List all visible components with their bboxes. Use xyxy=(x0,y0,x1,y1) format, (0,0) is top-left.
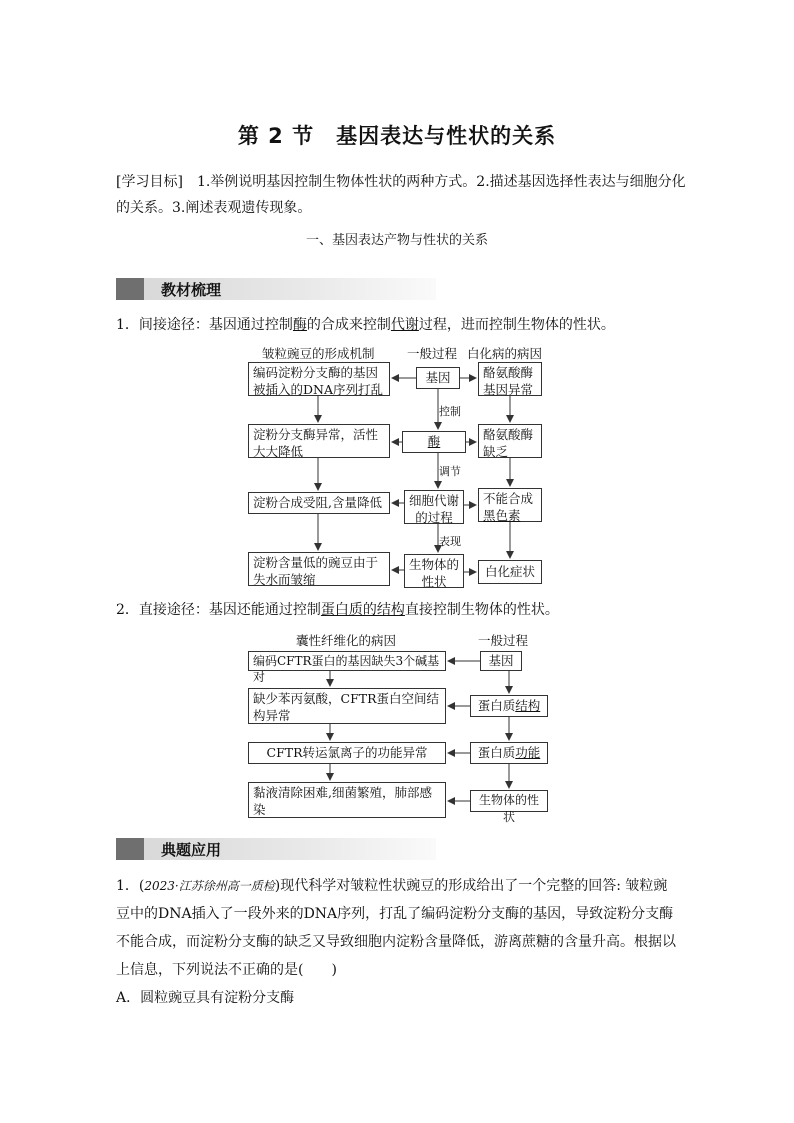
diagram1-header-left: 皱粒豌豆的形成机制 xyxy=(262,346,375,361)
section-title: 一、基因表达产物与性状的关系 xyxy=(305,233,488,248)
question-line2: 豆中的DNA插入了一段外来的DNA序列，打乱了编码淀粉分支酶的基因，导致淀粉分支酶 xyxy=(116,906,674,922)
banner-block xyxy=(116,838,144,860)
arrow-label-regulate: 调节 xyxy=(439,465,461,478)
general-box-structure: 蛋白质结构 xyxy=(470,695,548,717)
diagram1-header-right: 白化病的病因 xyxy=(467,346,543,361)
right-box-3: 不能合成 黑色素 xyxy=(478,488,542,522)
diagram2-header-left: 囊性纤维化的病因 xyxy=(296,633,397,648)
general-box-gene: 基因 xyxy=(480,651,522,671)
left-box-1: 编码淀粉分支酶的基因被插入的DNA序列打乱 xyxy=(248,362,390,396)
cf-box-2: 缺少苯丙氨酸，CFTR蛋白空间结构异常 xyxy=(248,688,446,724)
mid-box-metabolism: 细胞代谢的过程 xyxy=(404,490,464,524)
arrow-label-express: 表现 xyxy=(439,535,461,548)
objectives-line1: [学习目标] 1.举例说明基因控制生物体性状的两种方式。2.描述基因选择性表达与细胞分化 xyxy=(116,174,686,190)
mid-box-gene: 基因 xyxy=(416,367,460,389)
right-box-4: 白化症状 xyxy=(478,560,542,584)
option-a[interactable]: A．圆粒豌豆具有淀粉分支酶 xyxy=(116,990,295,1006)
objectives-tag: [学习目标] xyxy=(116,174,183,190)
left-box-4: 淀粉含量低的豌豆由于失水而皱缩 xyxy=(248,552,390,586)
banner-textbook: 教材梳理 xyxy=(116,278,436,300)
mid-box-enzyme: 酶 xyxy=(402,431,466,453)
right-box-2: 酪氨酸酶缺乏 xyxy=(478,424,542,458)
right-box-1: 酪氨酸酶基因异常 xyxy=(478,362,542,396)
objectives-line2: 的关系。3.阐述表观遗传现象。 xyxy=(116,200,312,216)
left-box-2: 淀粉分支酶异常，活性大大降低 xyxy=(248,424,390,458)
mid-box-trait: 生物体的性状 xyxy=(404,554,464,588)
question-line4: 上信息，下列说法不正确的是( ) xyxy=(116,962,337,978)
left-box-3: 淀粉合成受阻,含量降低 xyxy=(248,492,390,514)
question-1 xyxy=(116,872,686,1012)
question-line1: 1．(2023·江苏徐州高一质检)现代科学对皱粒性状豌豆的形成给出了一个完整的回答: 皱粒豌 xyxy=(116,878,668,894)
arrow-label-control: 控制 xyxy=(439,405,461,418)
direct-pathway-text: 2．直接途径：基因还能通过控制蛋白质的结构直接控制生物体的性状。 xyxy=(116,602,559,618)
indirect-pathway-text: 1．间接途径：基因通过控制酶的合成来控制代谢过程，进而控制生物体的性状。 xyxy=(116,317,615,333)
cf-box-4: 黏液清除困难,细菌繁殖，肺部感染 xyxy=(248,782,446,818)
question-line3: 不能合成，而淀粉分支酶的缺乏又导致细胞内淀粉含量降低，游离蔗糖的含量升高。根据以 xyxy=(116,934,676,950)
general-box-function: 蛋白质功能 xyxy=(470,742,548,764)
diagram1-header-mid: 一般过程 xyxy=(407,346,458,361)
cf-box-3: CFTR转运氯离子的功能异常 xyxy=(248,742,446,764)
banner-application: 典题应用 xyxy=(116,838,436,860)
diagram2-header-right: 一般过程 xyxy=(478,633,529,648)
page-title: 第 2 节 基因表达与性状的关系 xyxy=(237,124,557,148)
question-source: 2023·江苏徐州高一质检 xyxy=(144,879,275,893)
cf-box-1: 编码CFTR蛋白的基因缺失3个碱基对 xyxy=(248,651,446,671)
general-box-trait: 生物体的性状 xyxy=(470,790,548,812)
